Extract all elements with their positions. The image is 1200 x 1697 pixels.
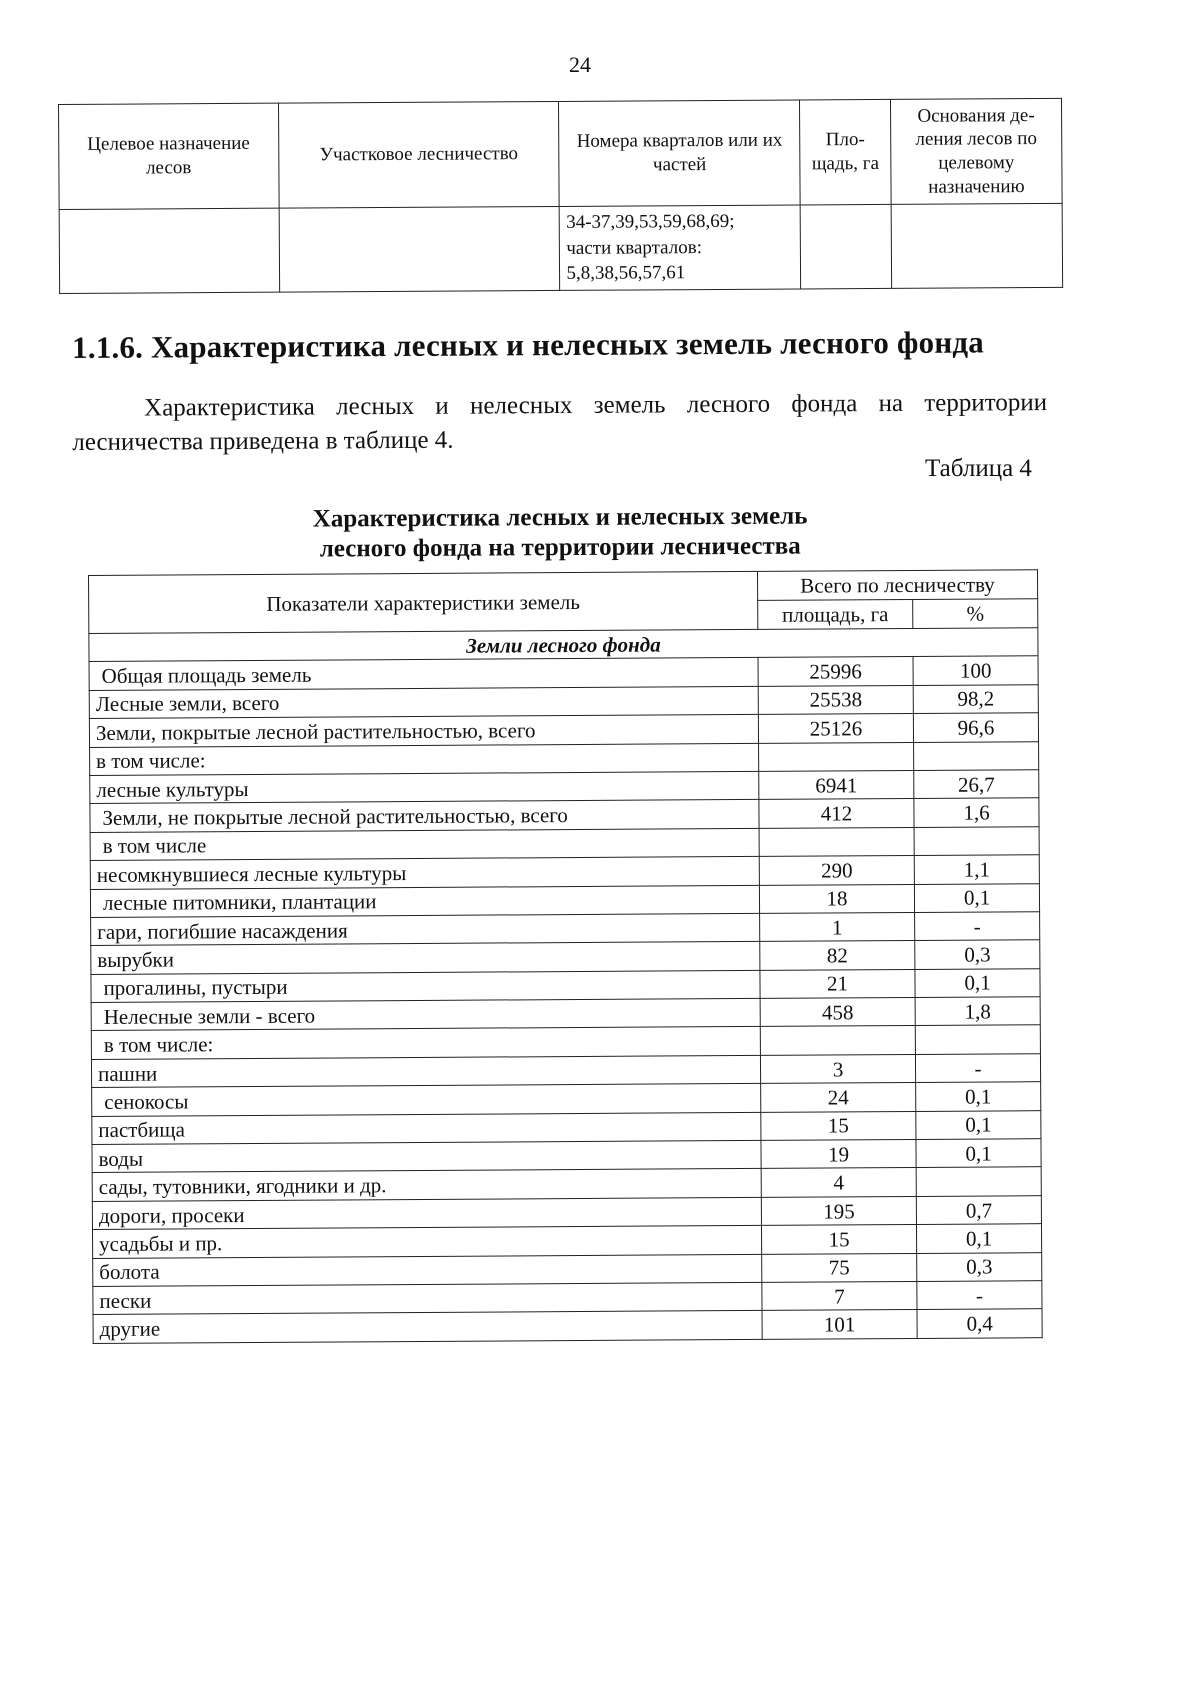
row-percent [916,1167,1041,1196]
row-percent: 0,7 [916,1196,1041,1225]
table-title-line: Характеристика лесных и нелесных земель [312,502,808,533]
row-percent: 0,1 [916,1139,1041,1168]
table-title-line: лесного фонда на территории лесничества [319,532,801,563]
section-heading: 1.1.6. Характеристика лесных и нелесных земель лесного фонда [72,324,985,365]
section-row: Земли лесного фонда [89,628,1038,662]
cell-purpose [59,208,279,293]
row-label: пастбища [92,1112,761,1144]
row-percent: 0,1 [916,1082,1041,1111]
header-area: Пло-щадь, га [800,99,891,205]
cell-basis [891,203,1063,288]
header-percent: % [913,599,1038,629]
row-percent: 1,8 [915,997,1040,1026]
row-percent: 1,1 [914,855,1039,884]
header-quarters: Номера кварталов или их частей [559,100,800,206]
row-percent: 98,2 [913,684,1038,713]
row-percent: - [915,912,1040,941]
row-area: 3 [760,1054,915,1083]
row-percent: 0,4 [917,1309,1042,1338]
row-label: дороги, просеки [92,1197,761,1229]
quarters-line: 5,8,38,56,57,61 [566,262,686,285]
row-label: в том числе: [91,1027,760,1059]
header-area-ha: площадь, га [758,599,913,629]
row-area: 19 [761,1139,916,1168]
row-label: болота [93,1254,762,1286]
row-area: 101 [762,1310,917,1339]
row-area: 24 [760,1083,915,1112]
row-area: 82 [760,941,915,970]
header-purpose: Целевое назначение лесов [59,103,279,209]
row-label: вырубки [91,942,760,974]
land-characteristics-table [88,569,1043,1344]
row-area: 21 [760,969,915,998]
row-label: пашни [91,1055,760,1087]
row-label: усадьбы и пр. [92,1226,761,1258]
cell-district [279,206,560,292]
row-label: другие [93,1311,762,1343]
row-percent: 0,1 [915,968,1040,997]
row-area: 4 [761,1168,916,1197]
row-area [759,827,914,856]
row-percent [914,826,1039,855]
row-label: пески [93,1282,762,1314]
row-area: 458 [760,998,915,1027]
row-label: Лесные земли, всего [89,686,758,718]
row-area: 25996 [758,657,913,686]
row-percent: 0,3 [917,1252,1042,1281]
intro-paragraph: Характеристика лесных и нелесных земель лесного фонда на территории лесничества приведена в таблице 4. [72,389,1048,456]
row-label: воды [92,1140,761,1172]
row-label: Общая площадь земель [89,658,758,690]
row-percent [915,1025,1040,1054]
header-basis: Основания де-ления лесов по целевому назначению [890,98,1062,204]
row-percent: - [916,1054,1041,1083]
table-row [93,1309,1042,1343]
row-label: Нелесные земли - всего [91,998,760,1030]
row-area: 7 [762,1281,917,1310]
row-label: лесные питомники, плантации [90,885,759,917]
header-indicators: Показатели характеристики земель [89,571,758,633]
row-area: 1 [759,912,914,941]
row-area: 15 [761,1225,916,1254]
row-label: Земли, покрытые лесной растительностью, всего [89,715,758,747]
row-area [758,742,913,771]
row-percent: 1,6 [914,798,1039,827]
row-label: Земли, не покрытые лесной растительностью, всего [90,800,759,832]
row-area: 18 [759,884,914,913]
row-percent: 0,1 [916,1110,1041,1139]
row-label: в том числе [90,828,759,860]
forest-purpose-table [58,98,1063,294]
row-percent: 100 [913,656,1038,685]
row-area: 6941 [759,770,914,799]
row-area: 15 [761,1111,916,1140]
row-label: гари, погибшие насаждения [91,913,760,945]
row-percent: 0,1 [915,883,1040,912]
quarters-line: части кварталов: [566,236,703,259]
row-area: 290 [759,856,914,885]
table-label: Таблица 4 [925,455,1032,482]
row-area: 25126 [758,714,913,743]
quarters-line: 34-37,39,53,59,68,69; [566,210,735,233]
row-percent: 0,1 [917,1224,1042,1253]
row-label: сенокосы [92,1084,761,1116]
header-total: Всего по лесничеству [757,570,1037,601]
row-label: несомкнувшиеся лесные культуры [90,857,759,889]
header-district: Участковое лесничество [278,101,559,208]
row-percent: - [917,1281,1042,1310]
row-area [760,1026,915,1055]
cell-quarters [560,205,801,290]
row-percent: 0,3 [915,940,1040,969]
row-area: 195 [761,1196,916,1225]
row-label: прогалины, пустыри [91,970,760,1002]
page-number: 24 [569,52,591,77]
row-percent [914,741,1039,770]
row-area: 75 [762,1253,917,1282]
row-label: сады, тутовники, ягодники и др. [92,1169,761,1201]
cell-area [800,204,891,288]
row-area: 412 [759,799,914,828]
row-percent: 26,7 [914,770,1039,799]
table-title [240,501,880,565]
row-label: в том числе: [90,743,759,775]
row-label: лесные культуры [90,771,759,803]
row-area: 25538 [758,685,913,714]
row-percent: 96,6 [914,713,1039,742]
